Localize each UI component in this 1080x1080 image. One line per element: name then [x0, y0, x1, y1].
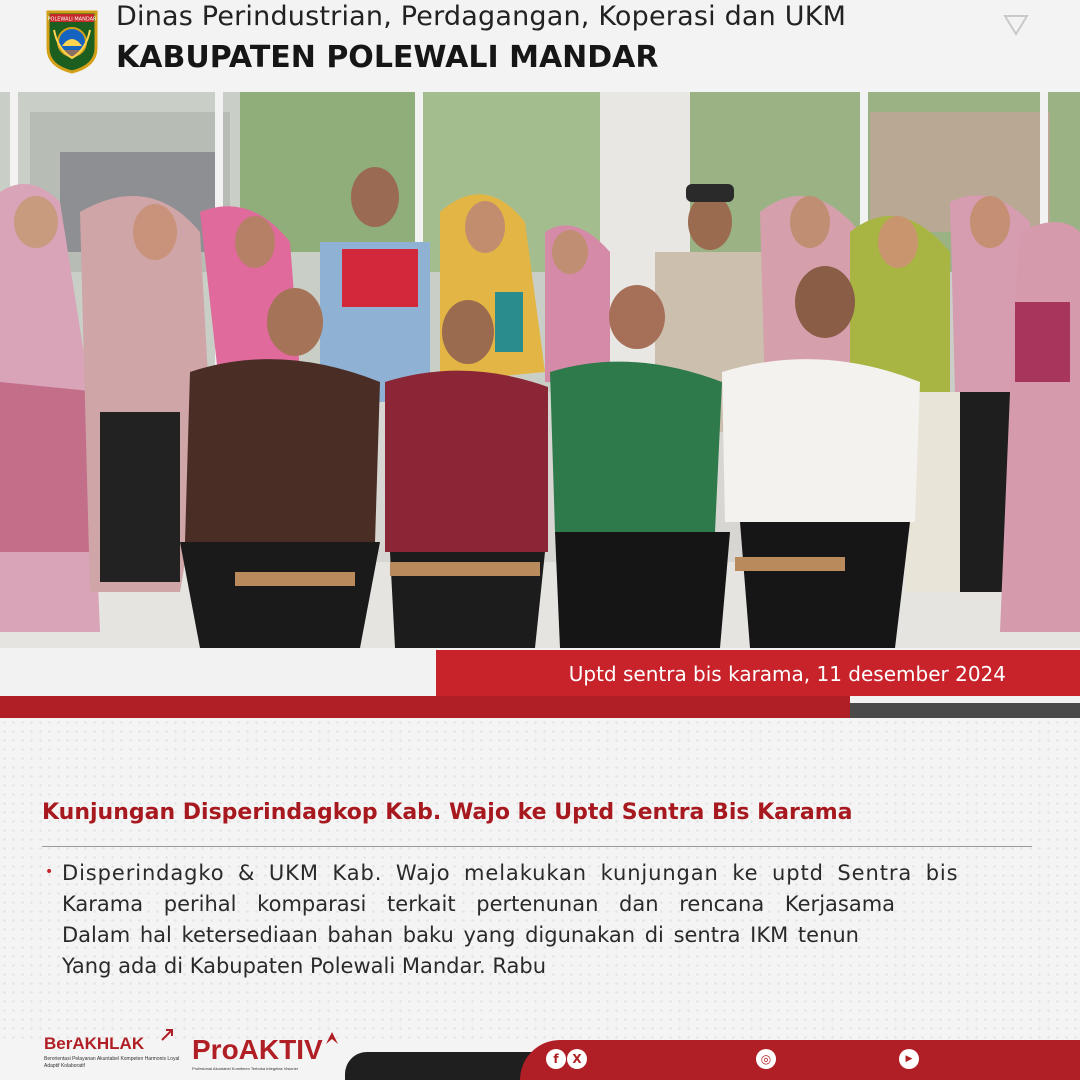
footer-red-bar	[520, 1040, 1080, 1080]
polewali-mandar-emblem-icon	[44, 10, 100, 74]
bullet-icon: •	[45, 864, 54, 880]
berakhlak-mark-icon	[160, 1028, 174, 1042]
description-line: Yang ada di Kabupaten Polewali Mandar. Rabu	[62, 954, 547, 978]
red-divider-band	[0, 696, 850, 718]
youtube-icon[interactable]: ▶	[899, 1049, 919, 1069]
proaktiv-logo	[192, 1030, 352, 1074]
berakhlak-logo	[44, 1034, 184, 1074]
proaktiv-tagline: Profesional Akuntabel Komitmen Terbuka Integritas Visioner	[192, 1066, 299, 1071]
header	[0, 0, 1080, 92]
berakhlak-name: BerAKHLAK	[44, 1034, 145, 1053]
emblem-text: POLEWALI MANDAR	[47, 16, 97, 23]
proaktiv-mark-icon	[324, 1030, 340, 1046]
article-description	[62, 858, 1032, 982]
description-line: Disperindagko & UKM Kab. Wajo melakukan kunjungan ke uptd Sentra bis	[62, 861, 959, 885]
article-title: Kunjungan Disperindagkop Kab. Wajo ke Uptd Sentra Bis Karama	[42, 800, 853, 825]
footer-dark-shape	[345, 1052, 545, 1080]
triangle-down-icon	[1003, 14, 1029, 36]
facebook-icon[interactable]: f	[546, 1049, 566, 1069]
title-divider	[42, 846, 1032, 847]
instagram-icon[interactable]: ◎	[756, 1049, 776, 1069]
photo-caption: Uptd sentra bis karama, 11 desember 2024	[568, 662, 1006, 686]
x-twitter-icon[interactable]: X	[567, 1049, 587, 1069]
group-photo	[0, 92, 1080, 648]
regency-name: KABUPATEN POLEWALI MANDAR	[116, 40, 659, 75]
berakhlak-tagline: Berorientasi Pelayanan Akuntabel Kompeten Harmonis Loyal Adaptif Kolaboratif	[44, 1056, 180, 1069]
group-photo-illustration	[0, 92, 1080, 648]
agency-name: Dinas Perindustrian, Perdagangan, Koperasi dan UKM	[116, 1, 847, 32]
grey-divider-band	[850, 703, 1080, 718]
proaktiv-name: ProAKTIV	[192, 1034, 323, 1065]
caption-bar	[436, 650, 1080, 696]
description-line: Dalam hal ketersediaan bahan baku yang digunakan di sentra IKM tenun	[62, 923, 859, 947]
description-line: Karama perihal komparasi terkait pertenunan dan rencana Kerjasama	[62, 892, 896, 916]
